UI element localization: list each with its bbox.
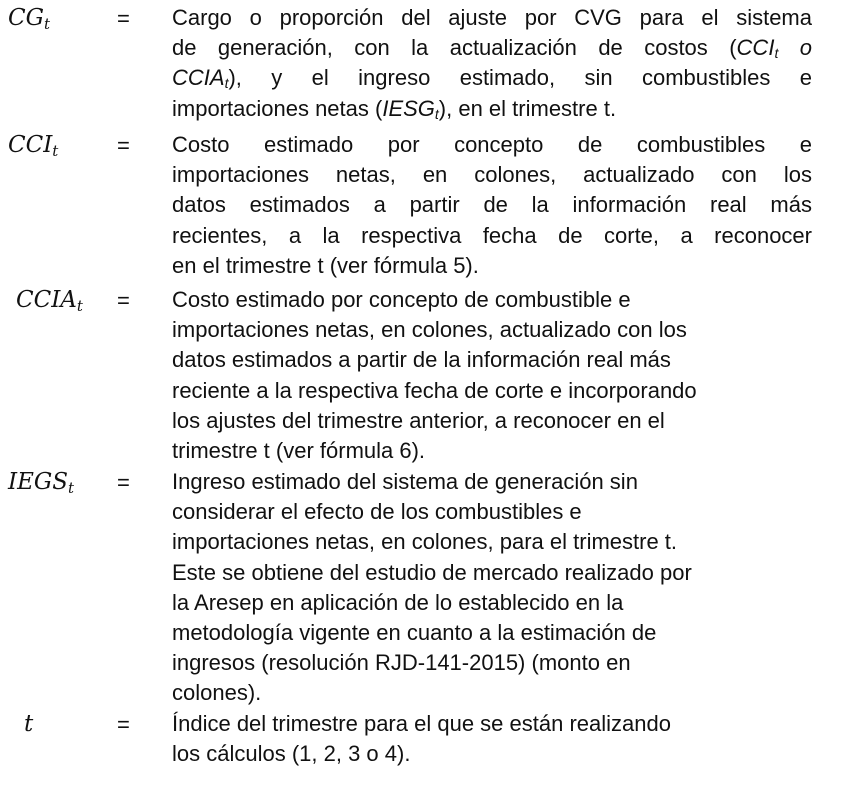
definition-line: [172, 467, 812, 497]
text-segment: importaciones netas, en colones, actualizado con los: [172, 317, 687, 343]
text-segment: colones).: [172, 680, 262, 706]
symbol-subscript: t: [68, 479, 75, 497]
text-segment: Este se obtiene del estudio de mercado realizado por: [172, 559, 692, 585]
text-segment: ingresos (resolución RJD-141-2015) (monto en: [172, 650, 631, 676]
definition-line: [172, 315, 812, 345]
symbol-subscript: t: [43, 15, 51, 33]
definition-line: [172, 251, 812, 281]
definition-line: [172, 648, 812, 678]
text-subscript: t: [774, 45, 779, 62]
definition-symbol: [8, 3, 50, 34]
definition-line: [172, 3, 812, 33]
symbol-subscript: t: [52, 142, 59, 160]
symbol-base: IEGS: [8, 469, 69, 495]
symbol-base: t: [24, 711, 34, 737]
definition-line: [172, 130, 812, 160]
text-segment: Índice del trimestre para el que se están realizando: [172, 711, 671, 736]
text-segment: o: [778, 35, 812, 61]
definition-text: [172, 709, 812, 769]
equals-sign: =: [117, 470, 130, 495]
definition-symbol: [8, 130, 58, 161]
text-segment: los ajustes del trimestre anterior, a reconocer en el: [172, 407, 665, 433]
text-segment: considerar el efecto de los combustibles e: [172, 499, 582, 525]
definition-line: [172, 588, 812, 618]
text-segment: datos estimados a partir de la información real más: [172, 192, 812, 218]
definition-line: [172, 285, 812, 315]
definition-symbol: [24, 709, 33, 740]
text-segment: los cálculos (1, 2, 3 o 4).: [172, 741, 411, 767]
definition-line: [172, 678, 812, 708]
definition-line: [172, 406, 812, 436]
text-segment: ), y el ingreso estimado, sin combustibles e: [228, 65, 812, 91]
definition-line: [172, 160, 812, 190]
definition-line: [172, 345, 812, 375]
symbol-base: CCI: [8, 132, 53, 158]
text-segment: importaciones netas, en colones, para el trimestre t.: [172, 529, 678, 555]
definition-text: [172, 285, 812, 466]
text-segment: importaciones netas (: [172, 95, 383, 121]
definition-line: [172, 709, 812, 739]
text-subscript: t: [224, 75, 229, 92]
definition-line: [172, 63, 812, 93]
definition-line: [172, 739, 812, 769]
text-segment: de generación, con la actualización de costos (: [172, 35, 737, 61]
definition-symbol: [8, 467, 74, 498]
symbol-base: CCIA: [16, 287, 77, 313]
text-segment: trimestre t (ver fórmula 6).: [172, 438, 426, 464]
equals-sign: =: [117, 133, 130, 158]
definition-text: [172, 130, 812, 281]
definition-line: [172, 376, 812, 406]
definition-line: [172, 436, 812, 466]
text-segment: datos estimados a partir de la información real más: [172, 347, 671, 373]
text-segment: en el trimestre t (ver fórmula 5).: [172, 252, 479, 278]
text-segment: CCI: [736, 35, 775, 61]
definition-text: [172, 467, 812, 709]
definition-line: [172, 190, 812, 220]
text-segment: la Aresep en aplicación de lo establecido en la: [172, 589, 624, 615]
symbol-subscript: t: [76, 297, 83, 315]
definition-line: [172, 221, 812, 251]
definition-text: [172, 3, 812, 124]
equals-sign: =: [117, 288, 130, 313]
text-segment: Costo estimado por concepto de combustibles e: [172, 132, 812, 157]
definition-line: [172, 558, 812, 588]
text-segment: Costo estimado por concepto de combustible e: [172, 287, 631, 312]
definition-line: [172, 33, 812, 63]
text-segment: recientes, a la respectiva fecha de corte, a reconocer: [172, 222, 812, 248]
text-segment: Cargo o proporción del ajuste por CVG para el sistema: [172, 5, 812, 30]
definition-line: [172, 527, 812, 557]
text-segment: importaciones netas, en colones, actualizado con los: [172, 162, 812, 188]
definition-line: [172, 497, 812, 527]
text-segment: reciente a la respectiva fecha de corte e incorporando: [172, 377, 697, 403]
text-segment: ), en el trimestre t.: [438, 95, 617, 121]
text-segment: IESG: [382, 95, 435, 121]
definition-line: [172, 94, 812, 124]
text-segment: CCIA: [172, 65, 225, 91]
text-segment: metodología vigente en cuanto a la estimación de: [172, 620, 657, 646]
definition-symbol: [16, 285, 83, 316]
text-subscript: t: [434, 105, 439, 122]
definition-line: [172, 618, 812, 648]
equals-sign: =: [117, 6, 130, 31]
equals-sign: =: [117, 712, 130, 737]
text-segment: Ingreso estimado del sistema de generación sin: [172, 469, 638, 494]
symbol-base: CG: [8, 5, 44, 31]
